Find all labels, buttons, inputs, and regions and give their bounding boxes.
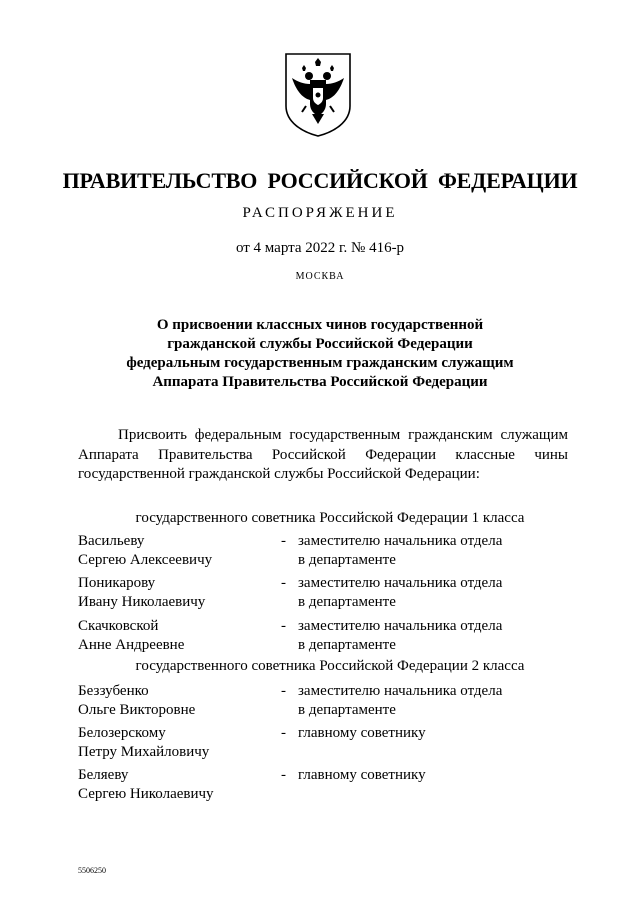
position-line: в департаменте bbox=[298, 552, 396, 568]
document-code: 5506250 bbox=[78, 866, 106, 875]
person-surname: Беляеву bbox=[78, 767, 129, 783]
position-line: заместителю начальника отдела bbox=[298, 683, 503, 699]
entry-dash: - bbox=[281, 575, 286, 591]
intro-paragraph: Присвоить федеральным государственным гражданским служащим Аппарата Правительства Российской Федерации классные чины государственной гражданской службы Российской Федерации: bbox=[78, 427, 568, 482]
subject-line: федеральным государственным гражданским служащим bbox=[126, 355, 514, 371]
position-line: в департаменте bbox=[298, 637, 396, 653]
entry-dash: - bbox=[281, 683, 286, 699]
person-given-name: Анне Андреевне bbox=[78, 637, 185, 653]
position-line: заместителю начальника отдела bbox=[298, 575, 503, 591]
person-name bbox=[78, 617, 278, 655]
entry-dash: - bbox=[281, 533, 286, 549]
document-date-number: от 4 марта 2022 г. № 416-р bbox=[235, 240, 405, 256]
subject-line: гражданской службы Российской Федерации bbox=[167, 336, 473, 352]
coat-of-arms-icon bbox=[282, 50, 354, 138]
person-name bbox=[78, 766, 278, 804]
rank-group-heading: государственного советника Российской Федерации 2 класса bbox=[135, 658, 525, 674]
person-name bbox=[78, 682, 278, 720]
government-title: ПРАВИТЕЛЬСТВО РОССИЙСКОЙ ФЕДЕРАЦИИ bbox=[62, 168, 578, 193]
person-position bbox=[298, 574, 558, 612]
position-line: главному советнику bbox=[298, 725, 426, 741]
entry-dash: - bbox=[281, 767, 286, 783]
position-line: в департаменте bbox=[298, 702, 396, 718]
person-given-name: Сергею Алексеевичу bbox=[78, 552, 213, 568]
person-surname: Васильеву bbox=[78, 533, 145, 549]
person-position bbox=[298, 682, 558, 720]
position-line: в департаменте bbox=[298, 594, 396, 610]
position-line: главному советнику bbox=[298, 767, 426, 783]
person-position bbox=[298, 617, 558, 655]
person-surname: Белозерскому bbox=[78, 725, 166, 741]
rank-group-heading: государственного советника Российской Федерации 1 класса bbox=[135, 510, 525, 526]
person-position bbox=[298, 766, 558, 785]
person-surname: Поникарову bbox=[78, 575, 156, 591]
person-position bbox=[298, 724, 558, 743]
document-type: РАСПОРЯЖЕНИЕ bbox=[242, 205, 398, 221]
person-given-name: Петру Михайловичу bbox=[78, 744, 210, 760]
person-given-name: Ивану Николаевичу bbox=[78, 594, 206, 610]
position-line: заместителю начальника отдела bbox=[298, 618, 503, 634]
person-surname: Скачковской bbox=[78, 618, 159, 634]
document-city: МОСКВА bbox=[295, 271, 345, 282]
person-name bbox=[78, 532, 278, 570]
position-line: заместителю начальника отдела bbox=[298, 533, 503, 549]
person-position bbox=[298, 532, 558, 570]
person-given-name: Ольге Викторовне bbox=[78, 702, 196, 718]
person-surname: Беззубенко bbox=[78, 683, 149, 699]
entry-dash: - bbox=[281, 725, 286, 741]
document-subject bbox=[100, 316, 540, 392]
person-name bbox=[78, 724, 278, 762]
entry-dash: - bbox=[281, 618, 286, 634]
person-given-name: Сергею Николаевичу bbox=[78, 786, 214, 802]
subject-line: О присвоении классных чинов государственной bbox=[156, 317, 484, 333]
person-name bbox=[78, 574, 278, 612]
subject-line: Аппарата Правительства Российской Федерации bbox=[152, 374, 488, 390]
